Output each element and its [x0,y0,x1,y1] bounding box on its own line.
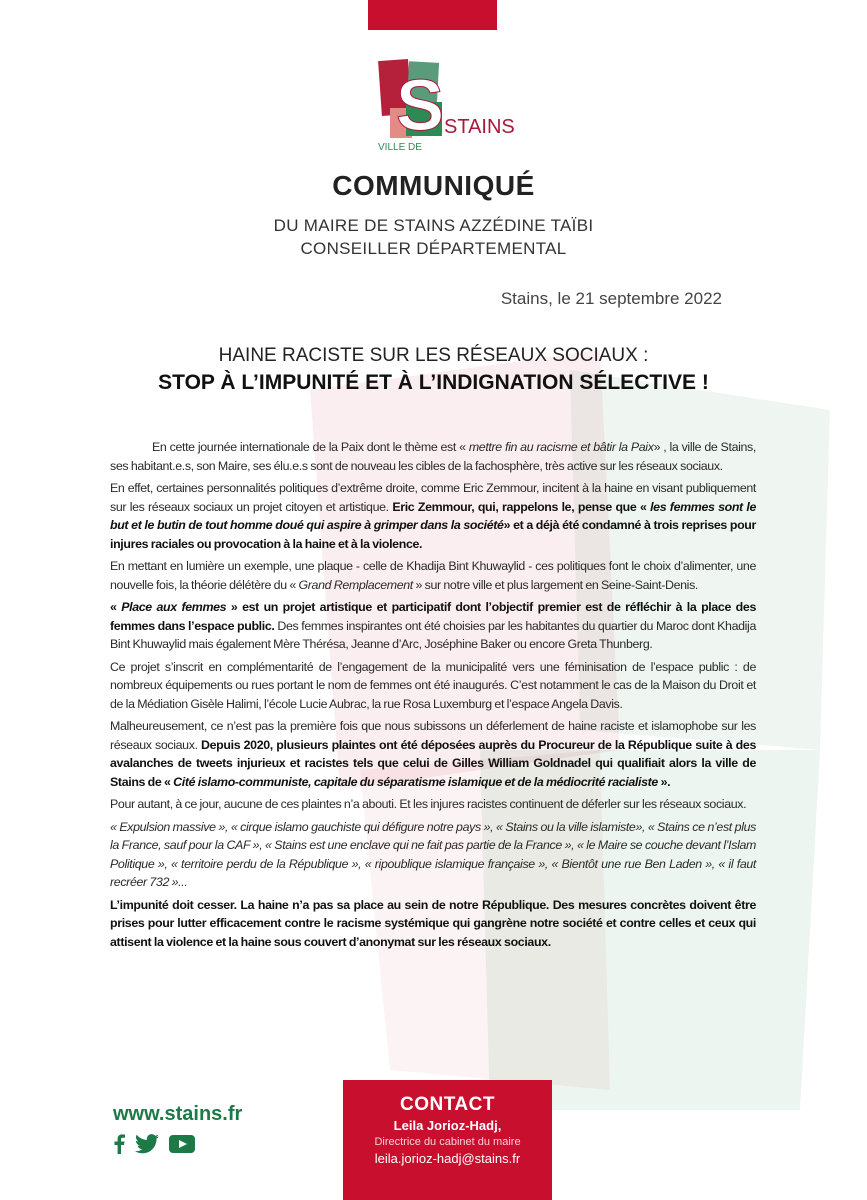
contact-title: CONTACT [400,1094,495,1115]
facebook-icon[interactable] [113,1134,125,1154]
date: Stains, le 21 septembre 2022 [500,289,722,308]
youtube-icon[interactable] [169,1135,195,1153]
headline-line1: HAINE RACISTE SUR LES RÉSEAUX SOCIAUX : [218,345,649,366]
text-run: En cette journée internationale de la Paix dont le thème est « [152,440,469,454]
body-paragraph [110,818,756,892]
text-run: Malheureusement, ce n’est pas la première fois que nous subissons un déferlement de haine raciste et islamophobe sur les réseaux sociaux. [110,719,756,752]
text-run: L’impunité doit cesser. La haine n’a pas sa place au sein de notre République. Des mesures concrètes doivent être prises pour lutter efficacement contre le racisme systémique qui gangrène notre société et contre celles et ceux qui attisent la violence et la haine sous couvert d’anonymat sur les réseaux sociaux. [110,897,756,949]
text-run: « Expulsion massive », « cirque islamo gauchiste qui défigure notre pays », « Stains ou la ville islamiste», « Stains ce n’est plus la France, sauf pour la CAF », « Stains est une enclave qui ne fait pas partie de la France », « le Maire se couche devant l’Islam Politique », « territoire perdu de la République », « ripoublique islamique française », « Bientôt une rue Ben Laden », « il faut recréer 732 »... [110,819,756,889]
text-run: En effet, certaines personnalités politiques d’extrême droite, comme Eric Zemmour, incitent à la haine en visant publiquement sur les réseaux sociaux un projet citoyen et artistique. [110,481,756,514]
text-run: Eric Zemmour, qui, rappelons le, pense que « [392,499,651,514]
text-run: Place aux femmes [121,600,227,614]
text-run: ». [657,774,671,789]
text-run: » et a déjà été condamné à trois reprises pour injures raciales ou provocation à la haine et à la violence. [110,518,757,551]
page-title: COMMUNIQUÉ [332,170,535,201]
text-run: » , la ville de Stains, ses habitant.e.s, son Maire, ses élu.e.s sont de nouveau les cibles de la fachosphère, très active sur les réseaux sociaux. [110,440,756,473]
contact-email[interactable]: leila.jorioz-hadj@stains.fr [374,1151,521,1166]
subtitle-line2: CONSEILLER DÉPARTEMENTAL [300,239,567,258]
text-run: Pour autant, à ce jour, aucune de ces plaintes n’a abouti. Et les injures racistes continuent de déferler sur les réseaux sociaux. [110,797,747,811]
headline-line2: STOP À L’IMPUNITÉ ET À L’INDIGNATION SÉLECTIVE ! [158,371,709,394]
logo-letter: S [396,66,445,146]
text-run: » sur notre ville et plus largement en Seine-Saint-Denis. [412,577,699,592]
body-paragraph [110,438,756,475]
logo-city-name: STAINS [444,116,515,138]
text-run: les femmes sont le but et le butin de tout homme doué qui aspire à grimper dans la société [110,499,756,532]
body-paragraph [110,795,756,814]
text-run: Depuis 2020, plusieurs plaintes ont été déposées auprès du Procureur de la République suite à des avalanches de tweets injurieux et racistes tels que celui de Gilles William Goldnadel qui qualifiait alors la ville de Stains de « [110,737,756,789]
text-run: « [110,600,122,614]
social-links [113,1134,195,1154]
body-paragraph [110,896,756,952]
twitter-icon[interactable] [135,1134,159,1154]
text-run: mettre fin au racisme et bâtir la Paix [468,440,654,454]
logo-prefix: VILLE DE [378,142,422,153]
subtitle-line1: DU MAIRE DE STAINS AZZÉDINE TAÏBI [273,216,594,235]
contact-name: Leila Jorioz-Hadj, [393,1118,502,1133]
text-run: Grand Remplacement [298,577,413,592]
contact-role: Directrice du cabinet du maire [374,1136,521,1148]
body-paragraph [110,717,756,791]
text-run: En mettant en lumière un exemple, une plaque - celle de Khadija Bint Khuwaylid - ces politiques font le choix d’alimenter, une nouvelle fois, la théorie délétère du « [110,559,756,592]
body-paragraph [110,658,756,714]
text-run: Des femmes inspirantes ont été choisies par les habitantes du quartier du Maroc dont Khadija Bint Khuwaylid mais également Mère Thérésa, Jeanne d’Arc, Joséphine Baker ou encore Greta Thunberg. [110,618,756,651]
top-red-bar [368,0,497,30]
text-run: Cité islamo-communiste, capitale du séparatisme islamique et de la médiocrité racialiste [173,774,658,789]
stains-logo [378,58,515,153]
text-run: » est un projet artistique et participatif dont l’objectif premier est de réfléchir à la place des femmes dans l’espace public. [110,600,756,633]
body-text [110,438,756,955]
website-link[interactable]: www.stains.fr [113,1103,243,1125]
body-paragraph [110,557,756,594]
contact-box [343,1080,552,1200]
text-run: Ce projet s’inscrit en complémentarité de l’engagement de la municipalité vers une féminisation de l’espace public : de nombreux équipements ou rues portant le nom de femmes ont été inaugurés. C’est notamment le cas de la Maison du Droit et de la Médiation Gisèle Halimi, l’école Lucie Aubrac, la rue Rosa Luxemburg et l’espace Angela Davis. [110,659,756,711]
body-paragraph [110,479,756,553]
body-paragraph [110,598,756,654]
